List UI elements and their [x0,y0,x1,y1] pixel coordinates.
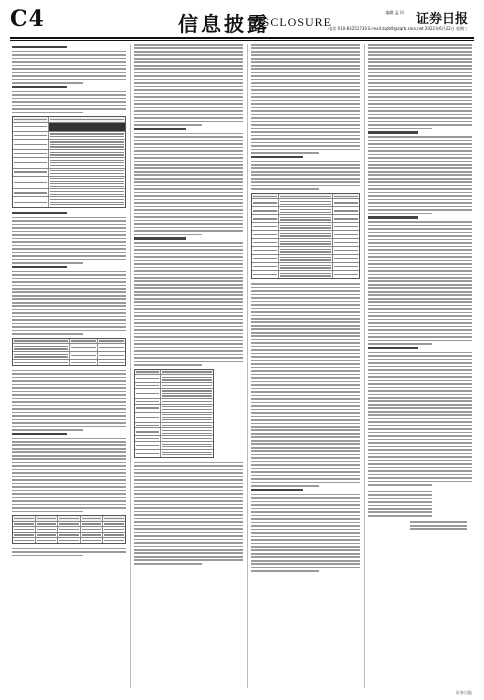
article-column-1 [12,44,126,686]
article-column-4 [368,44,472,686]
masthead-rule-thin [10,40,474,41]
data-table [12,515,126,543]
section-title-en: DISCLOSURE [248,15,333,29]
masthead [10,6,474,36]
newspaper-logo: 证券日报 [415,12,468,27]
masthead-rule [10,37,474,39]
article-column-3 [251,44,360,686]
column-divider [364,44,365,688]
column-divider [247,44,248,688]
data-table [12,338,126,366]
page-number: C4 [10,6,45,32]
footer-note: 证券日报 [456,690,472,695]
contact-date-line: 电话 010-83251730 E-mail:zqrb9@zqrb.sina.net 2022年6月22日 星期三 [328,26,468,31]
article-column-2 [134,44,243,686]
column-divider [130,44,131,688]
data-table [251,193,360,279]
section-title: 信息披露 [178,12,270,36]
editor-line: 编辑 孟 珂 [385,10,404,15]
data-table [134,369,214,458]
data-table [12,116,126,208]
